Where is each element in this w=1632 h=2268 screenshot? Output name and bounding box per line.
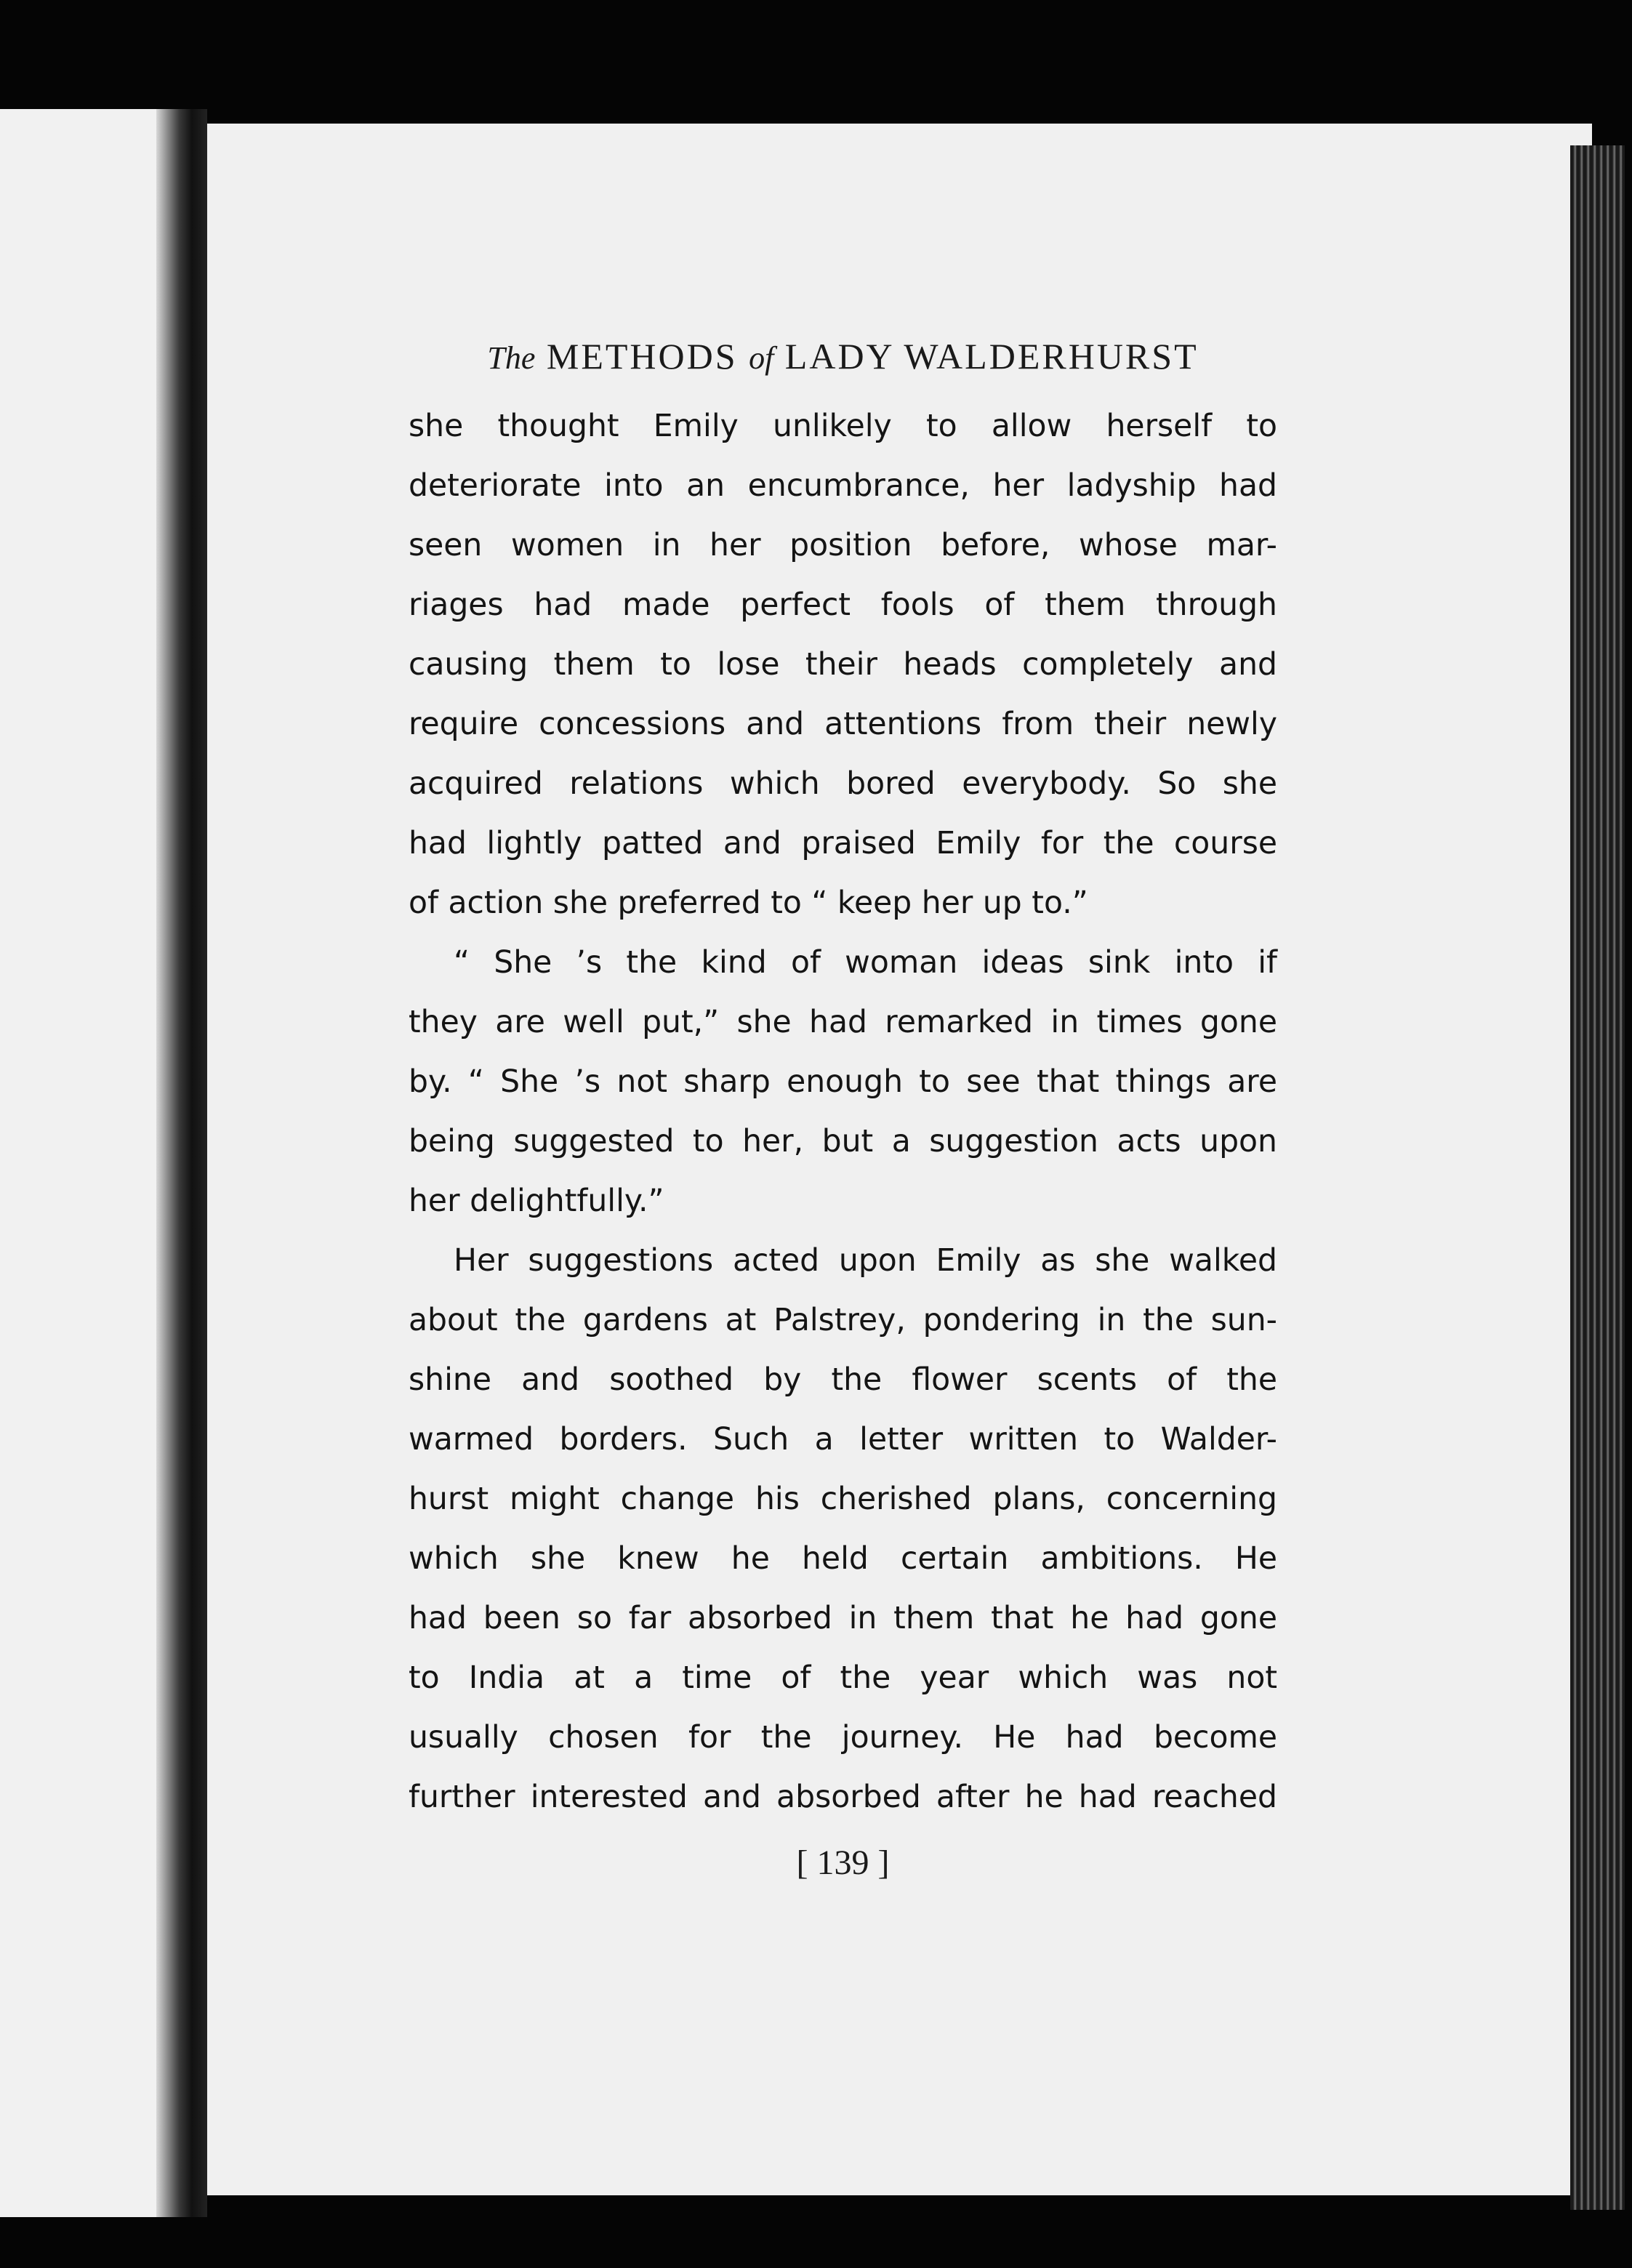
- text-line: of action she preferred to “ keep her up to.”: [409, 885, 1088, 921]
- text-line: deteriorate into an encumbrance, her ladyship had: [409, 468, 1277, 504]
- page-content: [409, 331, 1277, 1889]
- text-line: causing them to lose their heads completely and: [409, 647, 1277, 683]
- running-head-the: The: [487, 340, 536, 376]
- running-head: [409, 331, 1277, 384]
- text-line: being suggested to her, but a suggestion acts upon: [409, 1124, 1277, 1159]
- previous-page-edge: [0, 109, 169, 2217]
- text-line: which she knew he held certain ambitions. He: [409, 1541, 1277, 1577]
- body-text: [409, 397, 1277, 1827]
- text-line: had been so far absorbed in them that he had gone: [409, 1601, 1277, 1636]
- book-fore-edge: [1570, 145, 1625, 2210]
- text-line: had lightly patted and praised Emily for the course: [409, 826, 1277, 861]
- text-line: “ She ’s the kind of woman ideas sink into if: [454, 945, 1277, 981]
- text-line: by. “ She ’s not sharp enough to see that things are: [409, 1064, 1277, 1100]
- text-line: about the gardens at Palstrey, pondering in the sun-: [409, 1303, 1277, 1338]
- text-line: warmed borders. Such a letter written to Walder-: [409, 1422, 1277, 1457]
- text-line: riages had made perfect fools of them through: [409, 587, 1277, 623]
- text-line: her delightfully.”: [409, 1183, 664, 1219]
- text-line: hurst might change his cherished plans, concerning: [409, 1481, 1277, 1517]
- text-line: seen women in her position before, whose mar-: [409, 528, 1277, 563]
- page-number: [ 139 ]: [796, 1843, 890, 1882]
- text-line: usually chosen for the journey. He had become: [409, 1720, 1277, 1756]
- text-line: they are well put,” she had remarked in times gone: [409, 1005, 1277, 1040]
- running-head-name: LADY WALDERHURST: [784, 336, 1199, 377]
- text-line: to India at a time of the year which was not: [409, 1660, 1277, 1696]
- text-line: she thought Emily unlikely to allow herself to: [409, 409, 1277, 444]
- text-line: further interested and absorbed after he had reached: [409, 1780, 1277, 1815]
- text-line: Her suggestions acted upon Emily as she walked: [454, 1243, 1277, 1279]
- text-line: shine and soothed by the flower scents of the: [409, 1362, 1277, 1398]
- text-line: require concessions and attentions from their newly: [409, 707, 1277, 742]
- running-head-of: of: [749, 340, 774, 376]
- running-head-methods: METHODS: [546, 336, 738, 377]
- text-line: acquired relations which bored everybody. So she: [409, 766, 1277, 802]
- gutter-shadow: [156, 109, 207, 2217]
